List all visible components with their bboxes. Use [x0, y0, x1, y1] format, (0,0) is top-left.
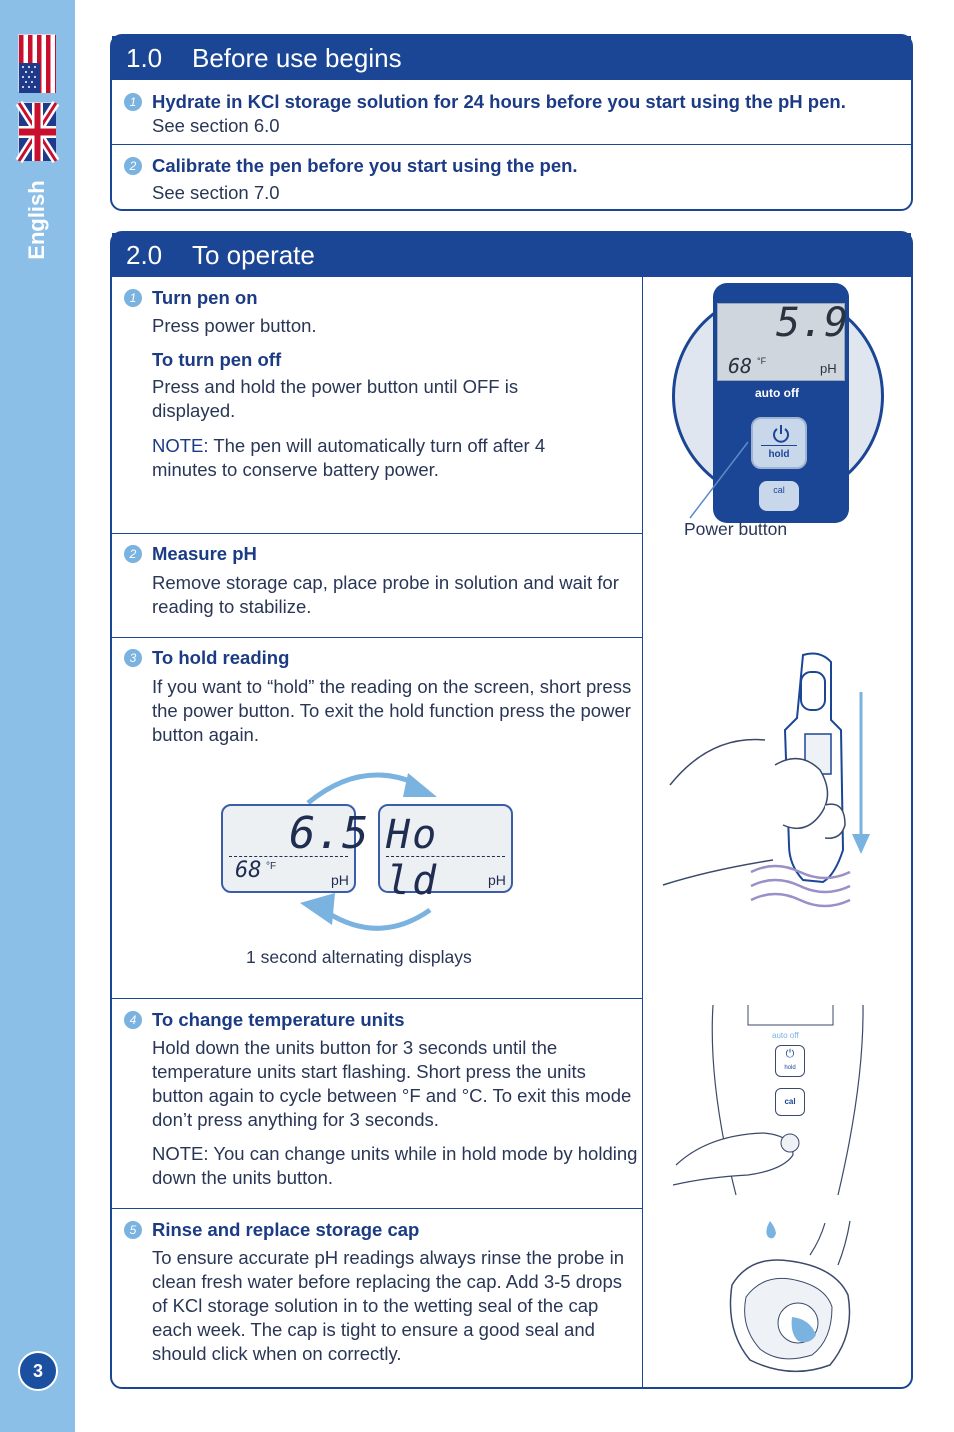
step-title: Turn pen on: [152, 287, 258, 308]
lcd-hold-display: [378, 804, 513, 904]
step-number: 5: [124, 1221, 142, 1239]
lcd-unit: pH: [488, 872, 506, 888]
step-subtitle: To turn pen off: [152, 349, 282, 370]
section-number: 1.0: [126, 42, 163, 73]
lcd-reading: 6.5: [289, 808, 369, 859]
hold-caption: 1 second alternating displays: [246, 947, 472, 967]
units-cal-label: cal: [784, 1097, 796, 1106]
language-label: English: [24, 180, 49, 260]
step-text: To ensure accurate pH readings always rinse the probe in clean fresh water before replacing the cap. Add 3-5 drops of KCl storage solution in to the wetting seal of the cap each week. The cap is tight to ensure a good seal and should click when on correctly.: [152, 1247, 625, 1364]
hand-pen-illustration: [655, 650, 880, 920]
note-label: NOTE:: [152, 435, 209, 456]
item-text: See section 7.0: [152, 182, 280, 203]
page-number-badge: 3: [18, 1351, 58, 1391]
lcd-hold-text: Ho ld: [386, 812, 439, 904]
step-subtext: Press and hold the power button until OFF is displayed.: [152, 376, 519, 421]
step-number: 1: [124, 289, 142, 307]
item-title: Hydrate in KCl storage solution for 24 hours before you start using the pH pen.: [152, 91, 846, 112]
uk-flag-icon: [18, 102, 55, 160]
section-header: [112, 36, 911, 80]
step-number: 4: [124, 1011, 142, 1029]
step-title: Measure pH: [152, 543, 257, 564]
step-text: Remove storage cap, place probe in solution and wait for reading to stabilize.: [152, 572, 619, 617]
step-text: Press power button.: [152, 315, 317, 336]
lcd-divider: [229, 856, 348, 857]
lcd-temp: 68: [235, 858, 262, 883]
water-drop-icon: [766, 1221, 776, 1238]
pointer-line: [686, 440, 756, 520]
lcd-temp-unit: °F: [266, 861, 277, 872]
lcd-unit: pH: [331, 872, 349, 888]
step-number: 2: [124, 157, 142, 175]
step-number: 3: [124, 649, 142, 667]
list-item: [112, 80, 911, 144]
power-button-caption: Power button: [684, 519, 788, 539]
pen-lcd-temp: 68: [728, 354, 753, 378]
divider: [112, 1208, 643, 1209]
units-hold-label: hold: [784, 1065, 796, 1071]
divider: [112, 533, 643, 534]
section-before-use: [110, 34, 913, 211]
step-note: NOTE: You can change units while in hold mode by holding down the units button.: [152, 1143, 638, 1188]
section-number: 2.0: [126, 239, 163, 270]
pen-lcd-unit: pH: [820, 361, 837, 376]
divider: [112, 637, 643, 638]
auto-off-label: auto off: [755, 386, 799, 400]
step-number: 2: [124, 545, 142, 563]
sidebar: [0, 0, 75, 1432]
units-auto-off-label: auto off: [772, 1031, 799, 1040]
note-text: The pen will automatically turn off after 4 minutes to conserve battery power.: [152, 435, 546, 480]
step-number: 1: [124, 93, 142, 111]
item-title: Calibrate the pen before you start using the pen.: [152, 155, 578, 176]
us-flag-icon: [18, 34, 55, 92]
power-icon: [772, 424, 790, 444]
step-title: Rinse and replace storage cap: [152, 1219, 420, 1240]
section-header: [112, 233, 911, 277]
button-divider: [761, 445, 797, 446]
step-note: [152, 434, 572, 482]
section-title: To operate: [192, 239, 315, 270]
pen-lcd-temp-unit: °F: [757, 356, 767, 366]
lcd-divider: [386, 856, 505, 857]
pen-units-outline: [668, 1005, 868, 1195]
column-divider: [642, 277, 643, 1389]
cal-button-partial: [759, 481, 799, 511]
cal-label: cal: [773, 485, 785, 495]
step-title: To change temperature units: [152, 1009, 405, 1030]
units-cal-button[interactable]: [775, 1088, 805, 1116]
step-text: Hold down the units button for 3 seconds until the temperature units start flashing. Short press the units button again to cycle between °F and °C. To exit this mode don’t press anything for 3 seconds.: [152, 1037, 632, 1130]
power-button[interactable]: [751, 417, 807, 469]
list-item: [112, 144, 911, 212]
section-title: Before use begins: [192, 42, 402, 73]
step-title: To hold reading: [152, 647, 290, 668]
pen-lcd-reading: 5.9: [776, 300, 849, 346]
units-power-icon: ⏻: [785, 1048, 795, 1060]
item-text: See section 6.0: [152, 115, 280, 136]
units-hold-button[interactable]: [775, 1045, 805, 1077]
divider: [112, 998, 643, 999]
hold-label: hold: [768, 449, 790, 460]
step-text: If you want to “hold” the reading on the screen, short press the power button. To exit the hold function press the power button again.: [152, 676, 632, 745]
lcd-reading-display: [221, 804, 369, 893]
cap-rinse-illustration: [720, 1215, 860, 1380]
pen-lcd: [717, 300, 849, 381]
